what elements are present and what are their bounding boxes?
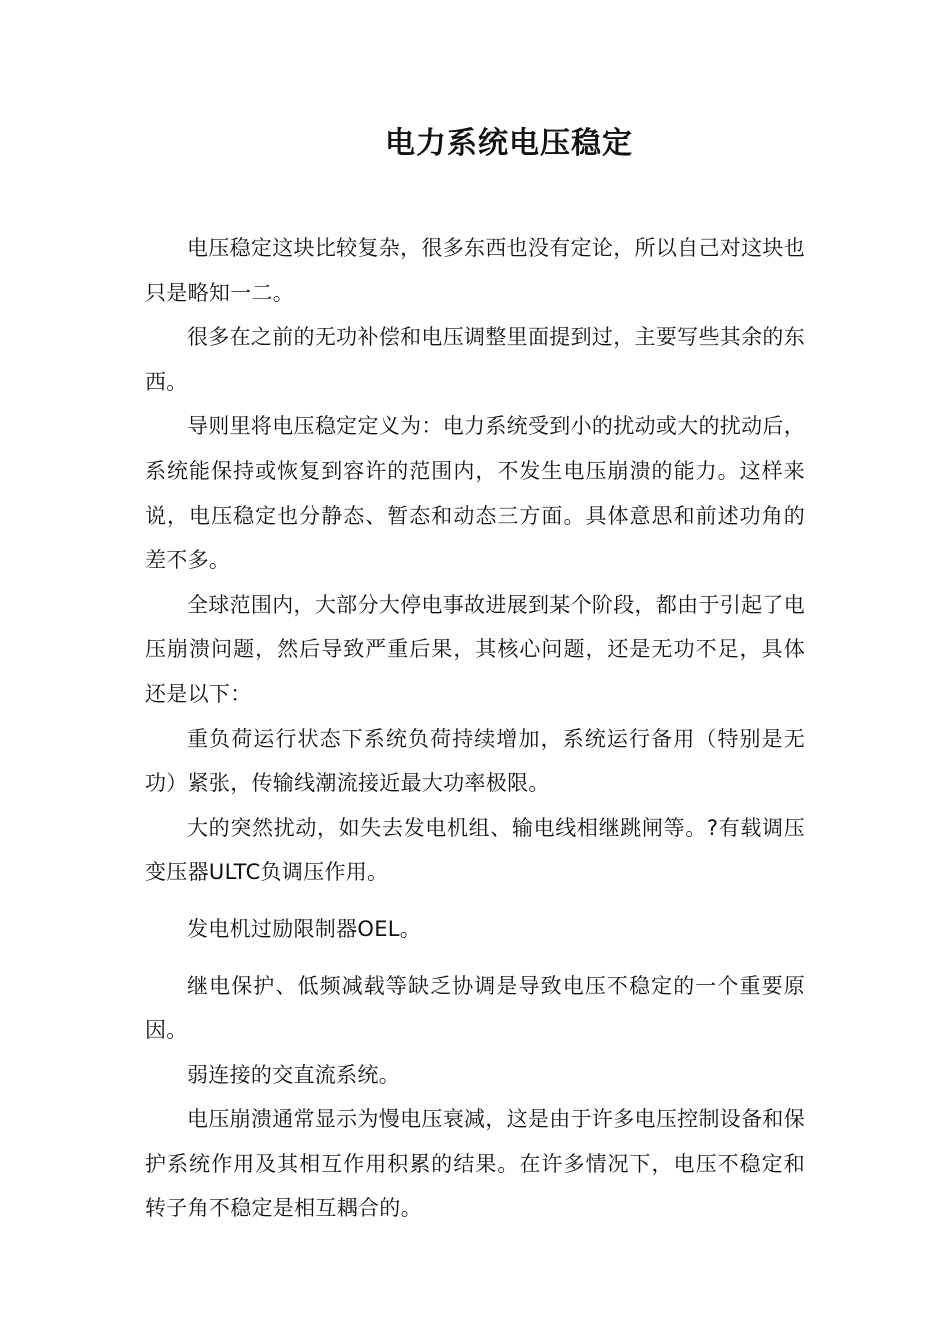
paragraph-2: 很多在之前的无功补偿和电压调整里面提到过，主要写些其余的东西。 [145, 325, 805, 394]
document-body [145, 226, 805, 1231]
paragraph-1: 电压稳定这块比较复杂，很多东西也没有定论，所以自己对这块也只是略知一二。 [145, 236, 805, 305]
paragraph-6: 大的突然扰动，如失去发电机组、输电线相继跳闸等。?有载调压变压器ULTC负调压作用。 [145, 815, 805, 885]
paragraph-9: 弱连接的交直流系统。 [187, 1062, 400, 1087]
paragraph-10: 电压崩溃通常显示为慢电压衰减，这是由于许多电压控制设备和保护系统作用及其相互作用积累的结果。在许多情况下，电压不稳定和转子角不稳定是相互耦合的。 [145, 1107, 805, 1221]
paragraph-3: 导则里将电压稳定定义为：电力系统受到小的扰动或大的扰动后，系统能保持或恢复到容许的范围内，不发生电压崩溃的能力。这样来说，电压稳定也分静态、暂态和动态三方面。具体意思和前述功角的差不多。 [145, 414, 805, 573]
paragraph-7: 发电机过励限制器OEL。 [187, 916, 422, 941]
document-title: 电力系统电压稳定 [385, 126, 633, 161]
paragraph-5: 重负荷运行状态下系统负荷持续增加，系统运行备用（特别是无功）紧张，传输线潮流接近最大功率极限。 [145, 726, 805, 796]
paragraph-4: 全球范围内，大部分大停电事故进展到某个阶段，都由于引起了电压崩溃问题，然后导致严重后果，其核心问题，还是无功不足，具体还是以下： [145, 592, 805, 706]
paragraph-8: 继电保护、低频减载等缺乏协调是导致电压不稳定的一个重要原因。 [145, 973, 805, 1043]
